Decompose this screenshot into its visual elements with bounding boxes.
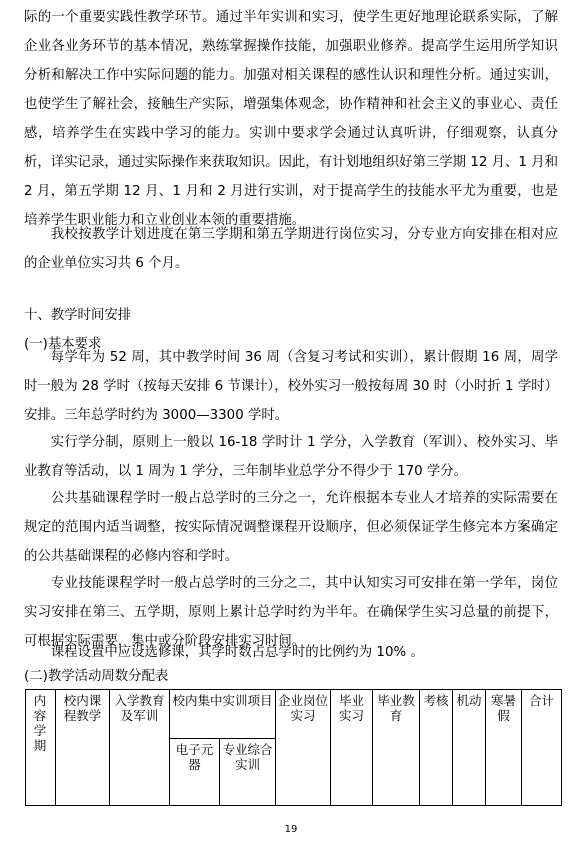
table-header-content-semester: 内容 学期 — [26, 690, 56, 806]
table-header-graduation-education: 毕业教育 — [373, 690, 420, 806]
subsection-heading-basic-requirements: (一)基本要求 — [24, 337, 102, 352]
table-header-graduation-practice: 毕业实习 — [331, 690, 373, 806]
paragraph-weeks-hours: 每学年为 52 周，其中教学时间 36 周（含复习考试和实训），累计假期 16 周，周学时一般为 28 学时（按每天安排 6 节课计），校外实习一般按每周 30 时（小时折 1 学时）安排。三年总学时约为 3000—3300 学时。 — [24, 350, 558, 423]
table-header-entrance-education: 入学教育及军训 — [110, 690, 170, 806]
section-heading-teaching-schedule: 十、教学时间安排 — [24, 308, 132, 323]
paragraph-credit-system: 实行学分制，原则上一般以 16-18 学时计 1 学分，入学教育（军训）、校外实习、毕业教育等活动，以 1 周为 1 学分，三年制毕业总学分不得少于 170 学分。 — [24, 435, 558, 479]
table-subheader-comprehensive-training: 专业综合实训 — [220, 739, 276, 806]
paragraph-public-courses: 公共基础课程学时一般占总学时的三分之一，允许根据本专业人才培养的实际需要在规定的范围内适当调整，按实际情况调整课程开设顺序，但必须保证学生修完本方案确定的公共基础课程的必修内容和学时。 — [24, 491, 558, 564]
paragraph-electives: 课程设置中应设选修课，其学时数占总学时的比例约为 10% 。 — [50, 645, 424, 660]
paragraph-professional-courses: 专业技能课程学时一般占总学时的三分之二，其中认知实习可安排在第一学年，岗位实习安排在第三、五学期，原则上累计总学时约为半年。在确保学生实习总量的前提下，可根据实际需要，集中或分阶段安排实习时间。 — [24, 576, 558, 649]
table-header-vacation: 寒暑假 — [486, 690, 522, 806]
paragraph-post-internship: 我校按教学计划进度在第三学期和第五学期进行岗位实习，分专业方向安排在相对应的企业单位实习共 6 个月。 — [24, 227, 558, 271]
paragraph-practical-training: 际的一个重要实践性教学环节。通过半年实训和实习，使学生更好地理论联系实际，了解企业各业务环节的基本情况，熟练掌握操作技能，加强职业修养。提高学生运用所学知识分析和解决工作中实际问题的能力。加强对相关课程的感性认识和理性分析。通过实训，也使学生了解社会，接触生产实际，增强集体观念，协作精神和社会主义的事业心、责任感，培养学生在实践中学习的能力。实训中要求学会通过认真听讲，仔细观察，认真分析，详实记录，通过实际操作来获取知识。因此，有计划地组织好第三学期 12 月、1 月和 2 月，第五学期 12 月、1 月和 2 月进行实训，对于提高学生的技能水平尤为重要，也是培养学生职业能力和立业创业本领的重要措施。 — [24, 10, 558, 228]
table-header-intensive-training: 校内集中实训项目 — [170, 690, 276, 739]
subsection-heading-weeks-table: (二)教学活动周数分配表 — [24, 669, 169, 684]
table-header-flexible: 机动 — [453, 690, 486, 806]
table-subheader-electronic-components: 电子元器 — [170, 739, 220, 806]
table-header-total: 合计 — [522, 690, 562, 806]
table-header-course-teaching: 校内课程教学 — [56, 690, 110, 806]
teaching-weeks-table — [25, 689, 562, 806]
table-header-enterprise-internship: 企业岗位实习 — [276, 690, 331, 806]
table-header-exam: 考核 — [420, 690, 453, 806]
page-number: 19 — [284, 824, 298, 835]
